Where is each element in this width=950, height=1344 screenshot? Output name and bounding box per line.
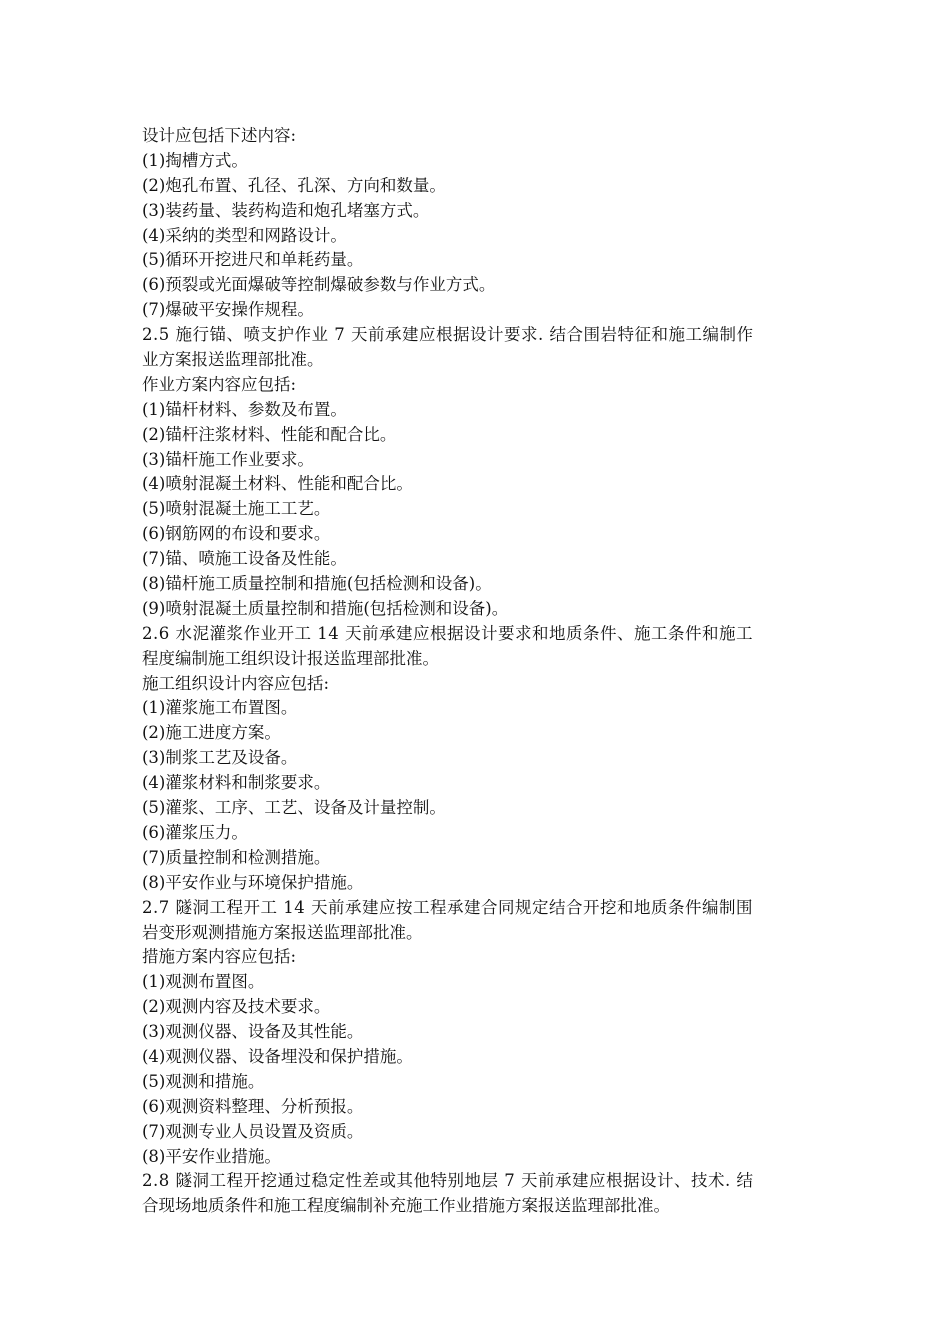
text-line: 合现场地质条件和施工程度编制补充施工作业措施方案报送监理部批准。 bbox=[142, 1196, 670, 1216]
text-line: (4)灌浆材料和制浆要求。 bbox=[142, 773, 331, 793]
text-line: (1)观测布置图。 bbox=[142, 972, 265, 992]
text-line: (7)观测专业人员设置及资质。 bbox=[142, 1121, 364, 1141]
text-line: (5)喷射混凝土施工工艺。 bbox=[142, 499, 331, 519]
section-heading-2-7: 2.7 隧洞工程开工 14 天前承建应按工程承建合同规定结合开挖和地质条件编制围 bbox=[142, 897, 753, 917]
text-line: (8)平安作业措施。 bbox=[142, 1146, 281, 1166]
text-line: (2)观测内容及技术要求。 bbox=[142, 997, 331, 1017]
text-line: (7)锚、喷施工设备及性能。 bbox=[142, 549, 347, 569]
text-line: (3)观测仪器、设备及其性能。 bbox=[142, 1022, 364, 1042]
text-line: (9)喷射混凝土质量控制和措施(包括检测和设备)。 bbox=[142, 598, 509, 618]
section-heading-2-6: 2.6 水泥灌浆作业开工 14 天前承建应根据设计要求和地质条件、施工条件和施工 bbox=[142, 623, 753, 643]
text-line: (2)施工进度方案。 bbox=[142, 723, 281, 743]
text-line: 程度编制施工组织设计报送监理部批准。 bbox=[142, 648, 439, 668]
text-line: (8)锚杆施工质量控制和措施(包括检测和设备)。 bbox=[142, 574, 492, 594]
text-line: 作业方案内容应包括: bbox=[142, 374, 297, 394]
text-line: (7)质量控制和检测措施。 bbox=[142, 847, 331, 867]
text-line: 业方案报送监理部批准。 bbox=[142, 350, 324, 370]
text-line: (6)预裂或光面爆破等控制爆破参数与作业方式。 bbox=[142, 275, 496, 295]
text-line: (3)装药量、装药构造和炮孔堵塞方式。 bbox=[142, 200, 430, 220]
text-line: (6)灌浆压力。 bbox=[142, 822, 248, 842]
text-line: (5)观测和措施。 bbox=[142, 1071, 265, 1091]
text-line: (4)观测仪器、设备埋没和保护措施。 bbox=[142, 1046, 413, 1066]
section-heading-2-8: 2.8 隧洞工程开挖通过稳定性差或其他特别地层 7 天前承建应根据设计、技术. 结 bbox=[142, 1171, 754, 1191]
text-line: (4)喷射混凝土材料、性能和配合比。 bbox=[142, 474, 413, 494]
text-line: (1)锚杆材料、参数及布置。 bbox=[142, 399, 347, 419]
text-line: (1)灌浆施工布置图。 bbox=[142, 698, 298, 718]
text-line: (3)锚杆施工作业要求。 bbox=[142, 449, 314, 469]
text-line: 施工组织设计内容应包括: bbox=[142, 673, 330, 693]
text-line: 措施方案内容应包括: bbox=[142, 947, 297, 967]
text-line: (8)平安作业与环境保护措施。 bbox=[142, 872, 364, 892]
document-page bbox=[142, 124, 842, 1219]
text-line: (5)循环开挖进尺和单耗药量。 bbox=[142, 250, 364, 270]
text-line: (3)制浆工艺及设备。 bbox=[142, 748, 298, 768]
text-line: (7)爆破平安操作规程。 bbox=[142, 300, 314, 320]
section-heading-2-5: 2.5 施行锚、喷支护作业 7 天前承建应根据设计要求. 结合围岩特征和施工编制作 bbox=[142, 325, 754, 345]
text-line: (2)锚杆注浆材料、性能和配合比。 bbox=[142, 424, 397, 444]
text-line: (4)采纳的类型和网路设计。 bbox=[142, 225, 347, 245]
text-line: 岩变形观测措施方案报送监理部批准。 bbox=[142, 922, 423, 942]
text-line: (2)炮孔布置、孔径、孔深、方向和数量。 bbox=[142, 175, 446, 195]
text-line: (5)灌浆、工序、工艺、设备及计量控制。 bbox=[142, 798, 446, 818]
text-line: (6)观测资料整理、分析预报。 bbox=[142, 1096, 364, 1116]
text-line: (6)钢筋网的布设和要求。 bbox=[142, 524, 331, 544]
text-line: (1)掏槽方式。 bbox=[142, 150, 248, 170]
text-line: 设计应包括下述内容: bbox=[142, 126, 297, 145]
